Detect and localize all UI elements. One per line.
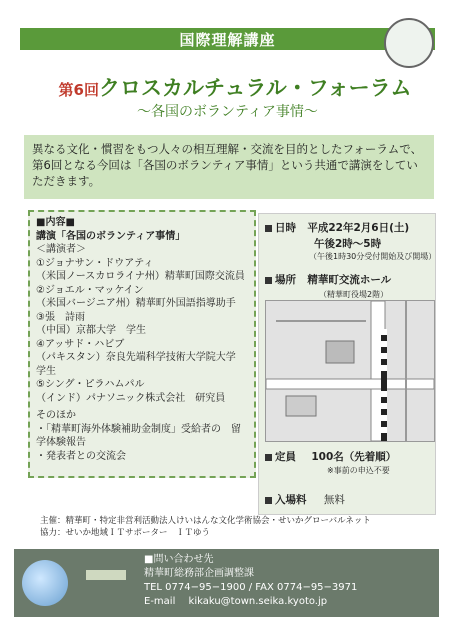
fee-value: 無料 <box>323 494 345 506</box>
contact-label: ■問い合わせ先 <box>144 554 214 565</box>
speaker-name: ③張 詩雨 <box>36 311 85 323</box>
contact-phone: TEL 0774−95−1900 / FAX 0774−95−3971 <box>144 582 358 593</box>
lecture-title: 講演「各国のボランティア事情」 <box>36 230 186 242</box>
fee-label: 入場料 <box>275 494 307 506</box>
email-label: E-mail <box>144 596 176 607</box>
capacity-note: ※事前の申込不要 <box>327 466 390 475</box>
contents-panel <box>28 210 256 478</box>
subtitle: 〜各国のボランティア事情〜 <box>137 104 318 120</box>
intro-box <box>24 135 434 199</box>
title-main: クロスカルチュラル・フォーラム <box>98 76 412 100</box>
support-text: 協力：せいか地域ＩＴサポーター ＩＴゆう <box>40 528 211 538</box>
speaker-item <box>36 311 248 338</box>
others-item: ・「精華町海外体験補助金制度」受給者の 留学体験報告 <box>36 423 241 448</box>
speaker-affiliation: （パキスタン）奈良先端科学技術大学院大学 学生 <box>36 352 246 377</box>
fee-row <box>265 492 345 507</box>
place-value: 精華町交流ホール <box>307 274 392 286</box>
capacity-row <box>265 449 396 464</box>
capacity-value: 100名（先着順） <box>311 451 397 463</box>
logo <box>384 18 434 68</box>
place-row <box>265 272 391 287</box>
speaker-item <box>36 257 248 284</box>
speaker-affiliation: （中国）京都大学 学生 <box>36 325 146 336</box>
contact-dept: 精華町総務部企画調整課 <box>144 568 254 579</box>
banner <box>20 28 435 50</box>
speaker-affiliation: （インド）パナソニック株式会社 研究員 <box>36 392 226 404</box>
location-map <box>265 300 435 442</box>
title-prefix: 第6回 <box>58 81 99 99</box>
speaker-affiliation: （米国バージニア州）精華町外国語指導助手 <box>36 298 236 309</box>
contact-box <box>14 549 439 617</box>
speaker-name: ②ジョエル・マッケイン <box>36 284 144 296</box>
arrow-icon <box>86 570 126 580</box>
intro-text: 異なる文化・慣習をもつ人々の相互理解・交流を目的としたフォーラムで、第6回となる今回は「各国のボランティア事情」という共通で講演をしていただきます。 <box>32 142 423 188</box>
speaker-name: ①ジョナサン・ドウアティ <box>36 257 154 269</box>
others-item: ・発表者との交流会 <box>36 450 126 462</box>
speakers-label: ＜講演者＞ <box>36 244 86 255</box>
speaker-affiliation: （米国ノースカロライナ州）精華町国際交流員 <box>36 271 245 282</box>
bullet-square-icon <box>265 225 272 232</box>
time-value: 午後2時〜5時 <box>314 238 382 250</box>
contents-heading: ■内容■ <box>36 217 75 228</box>
organizers <box>40 515 440 539</box>
bullet-square-icon <box>265 497 272 504</box>
others-label: そのほか <box>36 410 76 421</box>
page-title <box>40 72 430 102</box>
speaker-item <box>36 338 248 379</box>
time-note: （午後1時30分受付開始及び開場） <box>309 252 437 261</box>
date-row <box>265 220 409 235</box>
speaker-name: ⑤シング・ピラハムパル <box>36 379 145 390</box>
speaker-name: ④アッサド・ハビブ <box>36 338 125 350</box>
bullet-square-icon <box>265 454 272 461</box>
date-label: 日時 <box>275 222 296 234</box>
capacity-label: 定員 <box>275 451 296 463</box>
map-graphic <box>266 301 434 441</box>
contact-email-row <box>144 595 357 609</box>
bullet-square-icon <box>265 277 272 284</box>
place-note: （精華町役場2階） <box>319 290 389 299</box>
banner-text: 国際理解講座 <box>179 30 276 49</box>
email-link[interactable]: kikaku@town.seika.kyoto.jp <box>188 596 328 607</box>
globe-icon <box>22 560 68 606</box>
host-text: 主催：精華町・特定非営利活動法人けいはんな文化学術協会・せいかグローバルネット <box>40 516 371 526</box>
place-label: 場所 <box>275 274 296 286</box>
date-value: 平成22年2月6日(土) <box>307 222 410 234</box>
speaker-item <box>36 284 248 311</box>
speaker-item <box>36 378 248 405</box>
